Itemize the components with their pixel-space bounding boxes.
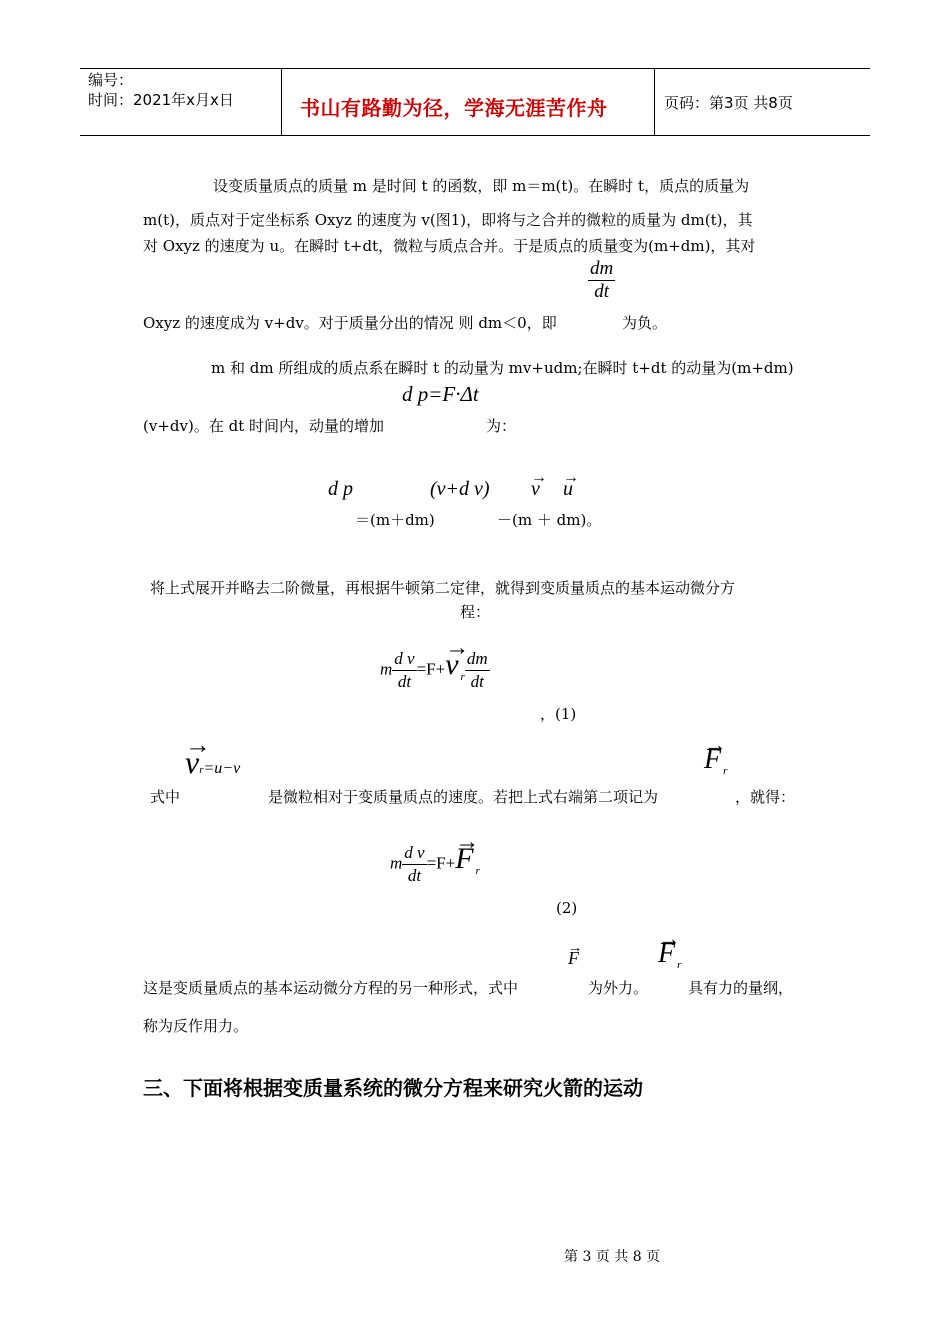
para2-line2-a: (v+dv)。在 dt 时间内，动量的增加 bbox=[143, 417, 384, 435]
para3-line1: 将上式展开并略去二阶微量，再根据牛顿第二定律，就得到变质量质点的基本运动微分方 bbox=[150, 579, 736, 597]
eq-line-a: ＝(m＋dm) bbox=[355, 511, 435, 529]
header-date-label: 时间：2021年x月x日 bbox=[88, 91, 234, 109]
equation-1: m $\frac{\text{d v}}{dt}$ =F+→ v $_r$ $\frac{dm}{dt}$ bbox=[380, 648, 490, 693]
para5-a: 这是变质量质点的基本运动微分方程的另一种形式，式中 bbox=[143, 979, 519, 997]
para1-line4-b: 为负。 bbox=[622, 314, 668, 332]
para1-line4-a: Oxyz 的速度成为 v+dv。对于质量分出的情况 则 dm＜0，即 bbox=[143, 314, 557, 332]
para2-line2-b: 为： bbox=[486, 417, 517, 435]
para5-line2: 称为反作用力。 bbox=[143, 1017, 249, 1035]
eq-v: → v bbox=[531, 478, 540, 501]
fr-symbol-1: → F $_r$ bbox=[704, 744, 727, 777]
header-divider-left bbox=[281, 68, 282, 135]
header-top-rule bbox=[80, 68, 870, 69]
equation-2-label: (2) bbox=[556, 899, 578, 917]
header-bottom-rule bbox=[80, 135, 870, 136]
para1-line1: 设变质量质点的质量 m 是时间 t 的函数，即 m＝m(t)。在瞬时 t，质点的质量为 bbox=[213, 177, 750, 195]
eq-u: → u bbox=[563, 478, 573, 501]
header-number-label: 编号： bbox=[88, 71, 134, 89]
para2-line1: m 和 dm 所组成的质点系在瞬时 t 的动量为 mv+udm;在瞬时 t+dt 的动量为(m+dm) bbox=[211, 359, 794, 377]
para3-line2: 程： bbox=[460, 603, 491, 621]
equation-1-label: ，(1) bbox=[540, 705, 577, 723]
eq-line-b: －(m ＋ dm)。 bbox=[497, 511, 602, 529]
header-divider-right bbox=[654, 68, 655, 135]
para4-a: 式中 bbox=[150, 788, 181, 806]
equation-2: m $\frac{\text{d v}}{dt}$ =F+→ F $_r$ bbox=[390, 842, 480, 887]
section-heading: 三、下面将根据变质量系统的微分方程来研究火箭的运动 bbox=[143, 1076, 643, 1100]
para5-c: 具有力的量纲， bbox=[688, 979, 794, 997]
eq-v-plus-dv: (v+d v) bbox=[430, 478, 490, 500]
page-footer: 第 3 页 共 8 页 bbox=[564, 1249, 661, 1265]
fr-symbol-2: → F $_r$ bbox=[658, 938, 681, 971]
para1-line3: 对 Oxyz 的速度为 u。在瞬时 t+dt，微粒与质点合并。于是质点的质量变为(m+dm)，其对 bbox=[143, 237, 756, 255]
header-page-label: 页码：第3页 共8页 bbox=[664, 94, 793, 112]
dm-dt-fraction: $\frac{dm}{dt}$ bbox=[590, 258, 614, 302]
para4-b: 是微粒相对于变质量质点的速度。若把上式右端第二项记为 bbox=[268, 788, 659, 806]
para4-c: ，就得： bbox=[735, 788, 796, 806]
vr-definition: → vr=u−v bbox=[185, 744, 240, 781]
para1-line2: m(t)，质点对于定坐标系 Oxyz 的速度为 v(图1)，即将与之合并的微粒的质量为 dm(t)，其 bbox=[143, 211, 753, 229]
header-motto: 书山有路勤为径，学海无涯苦作舟 bbox=[300, 96, 608, 120]
f-symbol: → F bbox=[568, 948, 579, 969]
para5-b: 为外力。 bbox=[588, 979, 649, 997]
momentum-equation: d p=F·Δt bbox=[402, 382, 479, 406]
eq-dp: d p bbox=[328, 478, 353, 500]
